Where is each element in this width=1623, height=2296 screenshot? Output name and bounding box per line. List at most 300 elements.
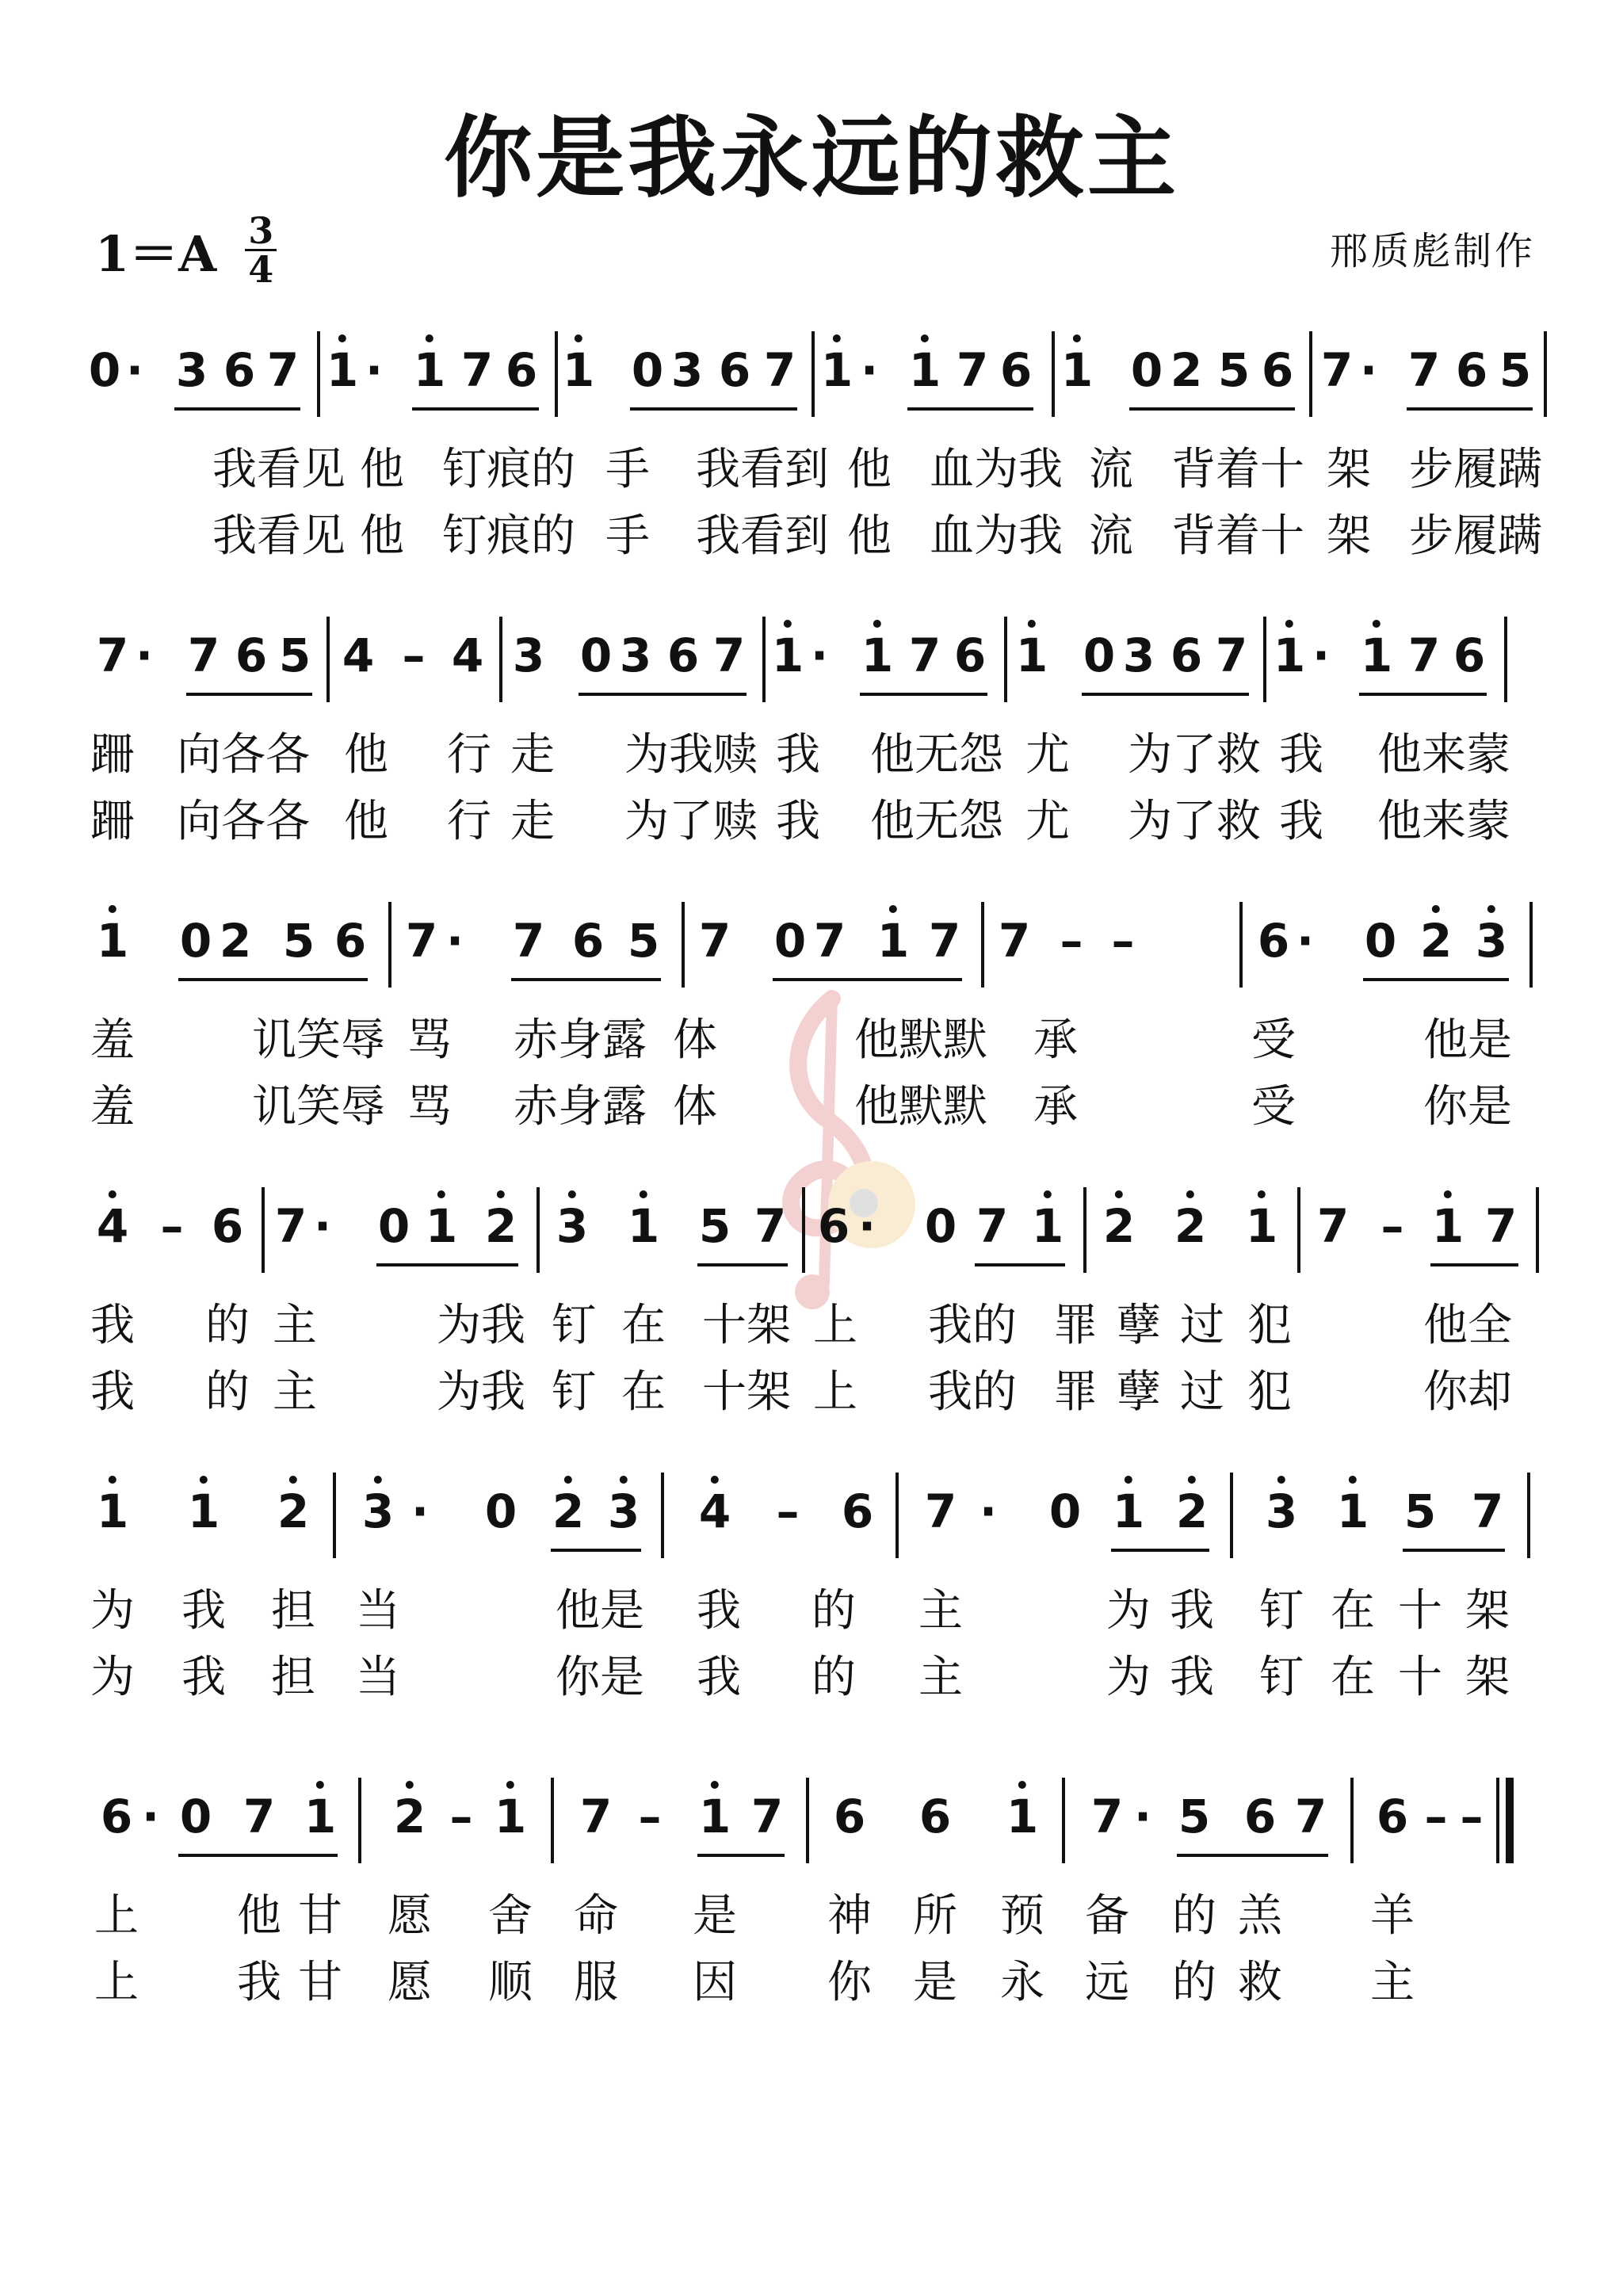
octave-dot [497, 1190, 505, 1198]
bar-line [1297, 1187, 1300, 1273]
octave-dot [1018, 1781, 1026, 1789]
lyric-word: 主 [918, 1585, 963, 1637]
octave-dot [437, 1190, 445, 1198]
lyric-word: 在 [1331, 1585, 1375, 1637]
lyric-word: 主 [273, 1300, 317, 1351]
lyric-word: 赤身露 [514, 1081, 647, 1133]
lyric-word: 因 [693, 1957, 737, 2008]
note: 6 [1376, 1790, 1409, 1843]
beam-underline [178, 1854, 338, 1857]
time-denominator: 4 [248, 248, 274, 291]
lyric-word: 羊 [1370, 1890, 1415, 1942]
note: 0 [377, 1199, 411, 1253]
octave-dot [921, 334, 929, 342]
bar-line [551, 1778, 554, 1863]
dash-mark: – [449, 1790, 473, 1843]
note: 0 [1364, 914, 1397, 968]
note: 7 [1471, 1484, 1504, 1538]
note: 2 [1174, 1203, 1206, 1249]
octave-dot [1349, 1476, 1357, 1484]
dot-mark: · [860, 343, 879, 397]
lyric-word: 他 [344, 729, 388, 781]
lyric-word: 我 [90, 1300, 135, 1351]
note: 0 [1083, 628, 1116, 682]
note: 1 [1061, 347, 1093, 393]
note: 6 [999, 343, 1033, 397]
lyric-word: 甘 [298, 1957, 342, 2008]
note: 0 [179, 914, 212, 968]
lyric-word: 钉痕的 [442, 444, 575, 495]
beam-underline [630, 407, 797, 411]
octave-dot [784, 620, 792, 628]
lyric-word: 上 [94, 1957, 139, 2008]
octave-dot [316, 1781, 324, 1789]
bar-line [661, 1473, 664, 1558]
lyric-word: 我看见 [212, 444, 346, 495]
lyric-word: 步履蹒 [1409, 444, 1542, 495]
lyric-word: 我 [776, 796, 820, 847]
bar-line [388, 902, 391, 988]
note: 5 [278, 628, 311, 682]
dash-mark: – [402, 628, 426, 682]
lyric-word: 十架 [702, 1366, 791, 1418]
dot-mark: · [1312, 628, 1331, 682]
lyric-word: 主 [273, 1366, 317, 1418]
octave-dot [1188, 1476, 1196, 1484]
notation-line [89, 325, 1539, 412]
note: 0 [1048, 1484, 1082, 1538]
octave-dot [426, 334, 433, 342]
bar-line [1004, 617, 1007, 702]
note: 1 [188, 1488, 220, 1534]
bar-line [981, 902, 984, 988]
note: 4 [699, 1488, 731, 1534]
beam-underline [376, 1263, 518, 1266]
note: 7 [763, 343, 796, 397]
octave-dot [620, 1476, 628, 1484]
lyric-word: 我的 [928, 1300, 1017, 1351]
octave-dot [109, 1190, 116, 1198]
notation-line [89, 1181, 1539, 1268]
lyric-word: 我 [1170, 1585, 1214, 1637]
lyric-word: 讥笑辱 [252, 1014, 385, 1066]
dot-mark: · [135, 628, 154, 682]
note: 1 [909, 347, 941, 393]
note: 0 [484, 1484, 517, 1538]
lyric-line-1 [89, 1298, 1539, 1362]
note: 6 [817, 1199, 850, 1253]
notation-line [89, 610, 1539, 697]
music-system-5 [89, 1466, 1539, 1728]
dot-mark: · [125, 343, 144, 397]
note: 6 [235, 628, 268, 682]
beam-underline [1363, 978, 1509, 981]
bar-line [1239, 902, 1243, 988]
note: 7 [96, 628, 129, 682]
lyric-word: 他来蒙 [1377, 796, 1510, 847]
bar-line [1052, 331, 1055, 417]
dot-mark: · [857, 1199, 876, 1253]
lyric-word: 为 [1106, 1585, 1151, 1637]
octave-dot [374, 1476, 382, 1484]
note: 7 [512, 914, 545, 968]
lyric-word: 过 [1180, 1366, 1224, 1418]
lyric-word: 犯 [1247, 1366, 1292, 1418]
octave-dot [568, 1190, 576, 1198]
lyric-word: 钉 [552, 1300, 596, 1351]
note: 7 [712, 628, 746, 682]
lyric-line-2 [89, 1079, 1539, 1143]
lyric-word: 罪 [1053, 1366, 1098, 1418]
note: 0 [579, 628, 613, 682]
dash-mark: – [160, 1199, 184, 1253]
lyric-word: 钉 [1259, 1585, 1304, 1637]
note: 2 [277, 1488, 309, 1534]
dot-mark: · [365, 343, 384, 397]
lyric-word: 骂 [407, 1014, 452, 1066]
beam-underline [1430, 1263, 1518, 1266]
lyric-word: 的 [205, 1366, 250, 1418]
bar-line [1263, 617, 1266, 702]
bar-line [1529, 902, 1533, 988]
lyric-word: 受 [1251, 1014, 1296, 1066]
octave-dot [338, 334, 346, 342]
note: 6 [100, 1790, 133, 1843]
lyric-word: 背着十 [1171, 444, 1304, 495]
lyric-word: 上 [813, 1366, 857, 1418]
dash-mark: – [1424, 1790, 1448, 1843]
note: 6 [1243, 1790, 1277, 1843]
lyric-word: 为我 [437, 1366, 525, 1418]
note: 7 [1090, 1790, 1124, 1843]
note: 2 [552, 1488, 584, 1534]
lyric-line-2 [89, 794, 1539, 858]
lyric-word: 我 [1279, 796, 1323, 847]
octave-dot [889, 905, 897, 913]
note: 1 [1113, 1488, 1144, 1534]
lyric-word: 走 [510, 796, 555, 847]
lyric-word: 我 [1279, 729, 1323, 781]
octave-dot [873, 620, 881, 628]
lyric-word: 主 [918, 1652, 963, 1703]
note: 2 [485, 1203, 517, 1249]
dot-mark: · [411, 1484, 430, 1538]
key-signature [95, 209, 277, 291]
octave-dot [833, 334, 841, 342]
lyric-word: 他 [360, 510, 404, 562]
octave-dot [289, 1476, 297, 1484]
lyric-line-1 [89, 1889, 1539, 1952]
lyric-word: 甘 [298, 1890, 342, 1942]
lyric-word: 行 [447, 729, 491, 781]
bar-line [262, 1187, 265, 1273]
octave-dot [406, 1781, 414, 1789]
lyric-word: 我 [90, 1366, 135, 1418]
note: 7 [1316, 1199, 1350, 1253]
lyric-word: 的 [1172, 1957, 1216, 2008]
beam-underline [1407, 407, 1533, 411]
beam-underline [1403, 1549, 1505, 1552]
beam-underline [773, 978, 962, 981]
octave-dot [1373, 620, 1381, 628]
lyric-word: 我 [181, 1585, 226, 1637]
octave-dot [1444, 1190, 1452, 1198]
lyric-word: 预 [1000, 1890, 1044, 1942]
lyric-word: 当 [356, 1652, 400, 1703]
note: 4 [97, 1203, 128, 1249]
note: 5 [1217, 343, 1251, 397]
note: 1 [1032, 1203, 1064, 1249]
beam-underline [1177, 1854, 1328, 1857]
note: 1 [495, 1794, 526, 1839]
note: 7 [266, 343, 300, 397]
note: 5 [1499, 343, 1532, 397]
octave-dot [1125, 1476, 1132, 1484]
octave-dot [564, 1476, 572, 1484]
lyric-word: 远 [1085, 1957, 1129, 2008]
note: 3 [556, 1203, 588, 1249]
lyric-line-1 [89, 442, 1542, 506]
lyric-word: 为 [90, 1652, 135, 1703]
lyric-word: 他 [360, 444, 404, 495]
lyric-word: 当 [356, 1585, 400, 1637]
lyric-word: 神 [827, 1890, 872, 1942]
lyric-word: 他默默 [854, 1014, 987, 1066]
note: 7 [813, 914, 846, 968]
octave-dot [1277, 1476, 1285, 1484]
lyric-word: 向各各 [177, 796, 310, 847]
lyric-word: 为我 [437, 1300, 525, 1351]
lyric-word: 我的 [928, 1366, 1017, 1418]
lyric-word: 在 [621, 1300, 666, 1351]
note: 5 [1178, 1790, 1211, 1843]
note: 4 [342, 628, 375, 682]
octave-dot [1028, 620, 1036, 628]
music-system-6 [89, 1771, 1539, 2033]
octave-dot [711, 1476, 719, 1484]
note: 7 [1407, 628, 1441, 682]
lyric-word: 命 [574, 1890, 618, 1942]
dash-mark: – [638, 1790, 662, 1843]
lyric-word: 犯 [1247, 1300, 1292, 1351]
note: 1 [1337, 1488, 1369, 1534]
note: 6 [918, 1790, 952, 1843]
note: 1 [628, 1203, 659, 1249]
bar-line [1544, 331, 1547, 417]
dot-mark: · [445, 914, 464, 968]
note: 6 [211, 1199, 244, 1253]
octave-dot [1487, 905, 1495, 913]
note: 7 [1484, 1199, 1518, 1253]
lyric-word: 担 [271, 1652, 315, 1703]
note: 3 [608, 1488, 640, 1534]
note: 7 [908, 628, 941, 682]
lyric-word: 钉 [552, 1366, 596, 1418]
note: 7 [924, 1484, 957, 1538]
lyric-word: 我 [776, 729, 820, 781]
lyric-word: 行 [447, 796, 491, 847]
lyric-word: 走 [510, 729, 555, 781]
dot-mark: · [1133, 1790, 1152, 1843]
note: 1 [1274, 632, 1305, 678]
beam-underline [1359, 693, 1487, 696]
beam-underline [1129, 407, 1295, 411]
time-numerator: 3 [245, 212, 277, 251]
note: 7 [998, 914, 1031, 968]
song-title: 你是我永远的救主 [444, 106, 1179, 210]
lyric-word: 钉 [1259, 1652, 1304, 1703]
note: 3 [670, 343, 704, 397]
notation-line [89, 1771, 1539, 1859]
bar-line [1062, 1778, 1065, 1863]
octave-dot [506, 1781, 514, 1789]
note: 1 [414, 347, 445, 393]
lyric-word: 为我赎 [624, 729, 758, 781]
bar-line [1230, 1473, 1233, 1558]
lyric-word: 在 [1331, 1652, 1375, 1703]
note: 6 [334, 914, 367, 968]
lyric-word: 顺 [488, 1957, 533, 2008]
lyric-word: 你 [827, 1957, 872, 2008]
lyric-word: 赤身露 [514, 1014, 647, 1066]
lyric-word: 是 [693, 1890, 737, 1942]
lyric-word: 流 [1089, 444, 1133, 495]
note: 7 [1215, 628, 1248, 682]
lyric-word: 救 [1238, 1957, 1282, 2008]
note: 0 [1130, 343, 1163, 397]
lyric-line-2 [89, 1365, 1539, 1428]
music-system-2 [89, 610, 1539, 872]
lyric-word: 尤 [1025, 796, 1070, 847]
note: 6 [1257, 914, 1290, 968]
lyric-word: 永 [1000, 1957, 1044, 2008]
note: 3 [1122, 628, 1155, 682]
time-signature [245, 209, 277, 291]
octave-dot [1073, 334, 1081, 342]
beam-underline [511, 978, 661, 981]
lyric-word: 他是 [1423, 1014, 1512, 1066]
final-bar-line [1506, 1778, 1514, 1863]
lyric-word: 跚 [90, 796, 135, 847]
octave-dot [1258, 1190, 1266, 1198]
lyric-word: 过 [1180, 1300, 1224, 1351]
lyric-word: 为了救 [1128, 796, 1261, 847]
lyric-word: 他无怨 [870, 796, 1003, 847]
lyric-word: 备 [1085, 1890, 1129, 1942]
lyric-word: 他 [237, 1890, 281, 1942]
lyric-word: 我看到 [696, 510, 829, 562]
lyric-word: 我看见 [212, 510, 346, 562]
lyric-word: 十架 [702, 1300, 791, 1351]
lyric-word: 骂 [407, 1081, 452, 1133]
lyric-word: 手 [605, 510, 650, 562]
note: 2 [1176, 1488, 1208, 1534]
lyric-word: 他默默 [854, 1081, 987, 1133]
lyric-word: 你是 [1423, 1081, 1512, 1133]
lyric-word: 手 [605, 444, 650, 495]
lyric-word: 他无怨 [870, 729, 1003, 781]
lyric-word: 他是 [556, 1585, 644, 1637]
lyric-word: 的 [1172, 1890, 1216, 1942]
note: 3 [175, 343, 208, 397]
music-system-1 [88, 325, 1542, 586]
beam-underline [412, 407, 539, 411]
note: 1 [1361, 632, 1392, 678]
lyric-word: 孽 [1117, 1366, 1161, 1418]
note: 6 [1453, 628, 1486, 682]
lyric-word: 你是 [556, 1652, 644, 1703]
note: 6 [505, 343, 538, 397]
dash-mark: – [1460, 1790, 1484, 1843]
lyric-word: 跚 [90, 729, 135, 781]
note: 1 [861, 632, 893, 678]
note: 3 [512, 628, 545, 682]
note: 7 [405, 914, 438, 968]
note: 0 [773, 914, 807, 968]
lyric-word: 十 [1398, 1652, 1442, 1703]
octave-dot [200, 1476, 208, 1484]
lyric-word: 为 [90, 1585, 135, 1637]
lyric-word: 架 [1327, 444, 1371, 495]
octave-dot [575, 334, 582, 342]
lyric-word: 血为我 [930, 510, 1063, 562]
lyric-word: 他全 [1423, 1300, 1512, 1351]
dot-mark: · [1296, 914, 1315, 968]
note: 2 [219, 914, 252, 968]
lyric-word: 孽 [1117, 1300, 1161, 1351]
lyric-word: 血为我 [930, 444, 1063, 495]
beam-underline [1111, 1549, 1209, 1552]
bar-line [1504, 617, 1507, 702]
note: 3 [1266, 1488, 1297, 1534]
bar-line [806, 1778, 809, 1863]
octave-dot [1115, 1190, 1123, 1198]
note: 6 [666, 628, 700, 682]
lyric-word: 罪 [1053, 1300, 1098, 1351]
lyric-word: 我 [697, 1652, 741, 1703]
lyric-word: 羔 [1238, 1890, 1282, 1942]
bar-line [896, 1473, 899, 1558]
lyric-line-1 [89, 728, 1539, 791]
bar-line [1527, 1473, 1530, 1558]
lyric-word: 愿 [388, 1957, 432, 2008]
note: 0 [631, 343, 664, 397]
bar-line [555, 331, 558, 417]
lyric-word: 愿 [388, 1890, 432, 1942]
octave-dot [1432, 905, 1440, 913]
octave-dot [640, 1190, 647, 1198]
lyric-word: 流 [1089, 510, 1133, 562]
note: 1 [97, 918, 128, 964]
lyric-word: 他 [344, 796, 388, 847]
lyric-word: 舍 [488, 1890, 533, 1942]
note: 7 [1407, 343, 1441, 397]
note: 7 [187, 628, 220, 682]
octave-dot [1285, 620, 1293, 628]
dot-mark: · [313, 1199, 332, 1253]
note: 1 [821, 347, 853, 393]
notation-line [89, 896, 1539, 983]
lyric-word: 在 [621, 1366, 666, 1418]
note: 2 [1170, 343, 1203, 397]
bar-line [499, 617, 502, 702]
note: 6 [833, 1790, 866, 1843]
note: 6 [1261, 343, 1294, 397]
note: 0 [88, 343, 121, 397]
lyric-word: 服 [574, 1957, 618, 2008]
beam-underline [551, 1549, 641, 1552]
bar-line [812, 331, 815, 417]
